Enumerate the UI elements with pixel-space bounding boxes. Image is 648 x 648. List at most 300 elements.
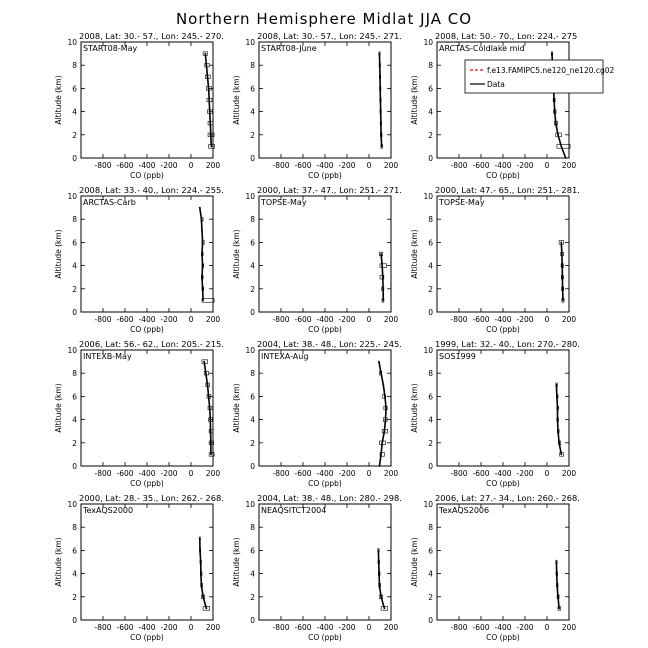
x-tick-label: -200 (338, 469, 356, 478)
profile-point (378, 561, 380, 563)
x-axis-label: CO (ppb) (130, 325, 164, 334)
x-tick-label: -600 (116, 161, 134, 170)
profile-point (384, 396, 386, 398)
x-tick-label: -400 (138, 469, 156, 478)
y-tick-label: 2 (428, 438, 433, 448)
x-tick-label: -200 (516, 161, 534, 170)
x-tick-label: -200 (160, 623, 178, 632)
profile-point (208, 396, 210, 398)
y-tick-label: 6 (72, 238, 77, 248)
profile-point (379, 76, 381, 78)
legend-label: Data (487, 80, 505, 89)
x-tick-label: 0 (366, 161, 372, 170)
y-axis-label: Altitude (km) (410, 383, 419, 433)
legend (465, 60, 615, 93)
y-tick-label: 2 (428, 284, 433, 294)
y-tick-label: 0 (428, 154, 433, 163)
chart-panel (232, 31, 402, 180)
legend-label: f.e13.FAMIPC5.ne120_ne120.cg02 (487, 66, 615, 75)
profile-point (556, 584, 558, 586)
x-tick-label: -600 (116, 315, 134, 324)
profile-point (210, 146, 212, 148)
profile-point (210, 442, 212, 444)
x-tick-label: 200 (205, 161, 221, 170)
profile-point (379, 465, 381, 467)
plot-frame (259, 196, 391, 312)
x-tick-label: -600 (294, 623, 312, 632)
y-tick-label: 2 (72, 130, 77, 140)
chart-panel (54, 339, 224, 488)
x-tick-label: 0 (366, 469, 372, 478)
y-tick-label: 0 (250, 154, 255, 163)
profile-point (206, 608, 208, 610)
profile-point (207, 76, 209, 78)
x-axis-label: CO (ppb) (308, 325, 342, 334)
profile-point (201, 584, 203, 586)
profile-point (201, 218, 203, 220)
profile-point (378, 361, 380, 363)
plot-frame (81, 350, 213, 466)
x-tick-label: -800 (94, 315, 112, 324)
profile-point (202, 265, 204, 267)
panel-header: 2008, Lat: 50.- 70., Lon: 224.- 275 (435, 31, 578, 41)
plot-frame (437, 504, 569, 620)
x-axis-label: CO (ppb) (130, 171, 164, 180)
y-axis-label: Altitude (km) (54, 537, 63, 587)
x-tick-label: -800 (272, 623, 290, 632)
y-tick-label: 4 (72, 107, 77, 117)
y-tick-label: 8 (250, 369, 255, 379)
panel-header: 2006, Lat: 27.- 34., Lon: 260.- 268. (435, 493, 580, 503)
x-tick-label: -400 (494, 315, 512, 324)
x-tick-label: -800 (272, 469, 290, 478)
profile-point (382, 276, 384, 278)
panel-header: 2008, Lat: 33.- 40., Lon: 224.- 255. (79, 185, 224, 195)
profile-point (384, 608, 386, 610)
x-tick-label: 200 (205, 623, 221, 632)
plot-frame (259, 42, 391, 158)
profile-point (554, 111, 556, 113)
x-tick-label: 200 (561, 469, 577, 478)
x-tick-label: -400 (494, 623, 512, 632)
y-axis-label: Altitude (km) (410, 229, 419, 279)
x-tick-label: -600 (472, 161, 490, 170)
x-tick-label: 200 (383, 315, 399, 324)
profile-point (199, 550, 201, 552)
x-tick-label: -400 (138, 623, 156, 632)
profile-point (379, 64, 381, 66)
profile-point (382, 300, 384, 302)
panel-header: 2008, Lat: 30.- 57., Lon: 245.- 270. (79, 31, 224, 41)
y-tick-label: 10 (245, 38, 255, 47)
y-tick-label: 6 (250, 84, 255, 94)
panel-label: INTEXA-Aug (261, 352, 309, 361)
x-tick-label: 200 (561, 315, 577, 324)
profile-point (556, 573, 558, 575)
profile-point (378, 573, 380, 575)
y-tick-label: 2 (250, 284, 255, 294)
x-tick-label: -600 (116, 623, 134, 632)
y-tick-label: 10 (67, 346, 77, 355)
profile-point (553, 99, 555, 101)
profile-point (381, 265, 383, 267)
profile-point (557, 134, 559, 136)
profile-point (384, 430, 386, 432)
y-tick-label: 10 (67, 192, 77, 201)
y-tick-label: 4 (428, 569, 433, 579)
profile-point (208, 99, 210, 101)
plot-frame (81, 504, 213, 620)
x-axis-label: CO (ppb) (308, 633, 342, 642)
x-tick-label: 0 (366, 623, 372, 632)
profile-point (380, 111, 382, 113)
y-tick-label: 2 (250, 592, 255, 602)
x-axis-label: CO (ppb) (308, 479, 342, 488)
y-tick-label: 0 (250, 308, 255, 317)
profile-point (560, 242, 562, 244)
profile-point (208, 88, 210, 90)
panel-label: NEAQSITCT2004 (261, 506, 327, 515)
x-tick-label: -400 (316, 161, 334, 170)
x-tick-label: 0 (366, 315, 372, 324)
y-tick-label: 4 (428, 415, 433, 425)
profile-point (202, 242, 204, 244)
y-tick-label: 2 (428, 592, 433, 602)
profile-point (561, 265, 563, 267)
x-tick-label: -400 (316, 315, 334, 324)
profile-point (379, 584, 381, 586)
x-tick-label: 0 (188, 315, 194, 324)
y-tick-label: 4 (250, 107, 255, 117)
profile-point (203, 361, 205, 363)
x-tick-label: 200 (561, 623, 577, 632)
profile-line (379, 362, 386, 466)
panel-label: INTEXB-May (83, 352, 132, 361)
y-tick-label: 4 (72, 261, 77, 271)
x-tick-label: -400 (138, 161, 156, 170)
profile-line (561, 242, 563, 300)
profile-point (377, 550, 379, 552)
profile-point (380, 122, 382, 124)
y-tick-label: 4 (72, 569, 77, 579)
x-tick-label: -600 (294, 315, 312, 324)
profile-point (201, 253, 203, 255)
profile-point (207, 384, 209, 386)
x-tick-label: 0 (544, 623, 550, 632)
profile-point (209, 122, 211, 124)
y-tick-label: 0 (72, 154, 77, 163)
y-axis-label: Altitude (km) (54, 383, 63, 433)
x-axis-label: CO (ppb) (486, 325, 520, 334)
x-tick-label: 200 (205, 469, 221, 478)
profile-point (381, 442, 383, 444)
x-tick-label: 0 (188, 623, 194, 632)
y-tick-label: 6 (250, 546, 255, 556)
y-tick-label: 8 (250, 61, 255, 71)
x-tick-label: -400 (494, 161, 512, 170)
plot-frame (81, 196, 213, 312)
profile-point (385, 407, 387, 409)
x-tick-label: -600 (472, 469, 490, 478)
x-axis-label: CO (ppb) (308, 171, 342, 180)
x-tick-label: -200 (160, 161, 178, 170)
x-tick-label: -600 (294, 161, 312, 170)
profile-point (557, 596, 559, 598)
profile-point (200, 561, 202, 563)
chart-panel (54, 185, 224, 334)
profile-point (555, 122, 557, 124)
y-tick-label: 0 (72, 462, 77, 471)
x-tick-label: -200 (160, 469, 178, 478)
y-tick-label: 8 (250, 523, 255, 533)
profile-point (210, 454, 212, 456)
profile-point (209, 419, 211, 421)
panel-label: ARCTAS-Carb (83, 198, 136, 207)
panels (54, 31, 580, 642)
plot-frame (437, 196, 569, 312)
profile-point (558, 608, 560, 610)
x-tick-label: -600 (472, 623, 490, 632)
y-tick-label: 10 (245, 346, 255, 355)
panel-header: 2006, Lat: 56.- 62., Lon: 205.- 215. (79, 339, 224, 349)
panel-header: 2000, Lat: 37.- 47., Lon: 251.- 271. (257, 185, 402, 195)
y-tick-label: 0 (428, 308, 433, 317)
y-tick-label: 8 (428, 523, 433, 533)
x-tick-label: -200 (516, 315, 534, 324)
y-tick-label: 8 (72, 523, 77, 533)
profile-point (204, 53, 206, 55)
y-tick-label: 6 (428, 546, 433, 556)
y-tick-label: 6 (250, 392, 255, 402)
x-tick-label: -200 (160, 315, 178, 324)
y-tick-label: 10 (423, 346, 433, 355)
profile-point (380, 372, 382, 374)
plot-frame (259, 504, 391, 620)
y-tick-label: 0 (428, 616, 433, 625)
profile-point (555, 561, 557, 563)
x-tick-label: 0 (544, 161, 550, 170)
profile-point (560, 146, 562, 148)
x-tick-label: -200 (338, 315, 356, 324)
y-tick-label: 6 (72, 84, 77, 94)
y-tick-label: 2 (72, 284, 77, 294)
panel-label: TexAQS2000 (83, 506, 134, 515)
y-tick-label: 4 (72, 415, 77, 425)
panel-header: 1999, Lat: 32.- 40., Lon: 270.- 280. (435, 339, 580, 349)
profile-point (382, 384, 384, 386)
plot-frame (259, 350, 391, 466)
chart-panel (410, 493, 580, 642)
x-tick-label: -400 (316, 469, 334, 478)
x-tick-label: -800 (450, 469, 468, 478)
data-box (557, 145, 570, 149)
profile-point (381, 146, 383, 148)
x-axis-label: CO (ppb) (130, 633, 164, 642)
y-tick-label: 8 (72, 215, 77, 225)
y-tick-label: 10 (423, 192, 433, 201)
x-tick-label: -800 (94, 469, 112, 478)
y-tick-label: 2 (72, 592, 77, 602)
x-tick-label: 0 (188, 469, 194, 478)
panel-label: SOS1999 (439, 352, 476, 361)
y-tick-label: 10 (67, 500, 77, 509)
profile-point (199, 538, 201, 540)
panel-header: 2000, Lat: 28.- 35., Lon: 262.- 268. (79, 493, 224, 503)
x-tick-label: -200 (338, 161, 356, 170)
x-tick-label: -800 (272, 315, 290, 324)
panel-label: TOPSE-May (439, 198, 485, 207)
x-tick-label: -800 (272, 161, 290, 170)
y-tick-label: 8 (72, 369, 77, 379)
panel-label: ARCTAS-Coldlake mid (439, 44, 525, 53)
y-tick-label: 8 (428, 215, 433, 225)
y-tick-label: 2 (250, 438, 255, 448)
y-tick-label: 8 (428, 61, 433, 71)
y-tick-label: 2 (72, 438, 77, 448)
y-tick-label: 4 (250, 415, 255, 425)
y-tick-label: 4 (428, 261, 433, 271)
panel-header: 2008, Lat: 30.- 57., Lon: 245.- 271. (257, 31, 402, 41)
y-tick-label: 4 (250, 261, 255, 271)
x-tick-label: -800 (450, 623, 468, 632)
x-tick-label: 200 (383, 623, 399, 632)
profile-point (562, 288, 564, 290)
profile-point (380, 99, 382, 101)
chart-panel (232, 493, 402, 642)
profile-point (199, 207, 201, 209)
x-tick-label: -200 (338, 623, 356, 632)
y-tick-label: 0 (250, 616, 255, 625)
profile-point (201, 230, 203, 232)
chart-panel (410, 339, 580, 488)
profile-point (380, 454, 382, 456)
y-tick-label: 10 (423, 38, 433, 47)
x-tick-label: 200 (561, 161, 577, 170)
profile-point (202, 288, 204, 290)
x-axis-label: CO (ppb) (130, 479, 164, 488)
chart-panel (410, 185, 580, 334)
x-tick-label: -400 (494, 469, 512, 478)
y-tick-label: 10 (67, 38, 77, 47)
profile-line (378, 550, 384, 608)
x-tick-label: -400 (138, 315, 156, 324)
profile-point (202, 300, 204, 302)
y-tick-label: 10 (423, 500, 433, 509)
y-axis-label: Altitude (km) (54, 229, 63, 279)
plot-frame (437, 350, 569, 466)
plot-frame (81, 42, 213, 158)
x-axis-label: CO (ppb) (486, 633, 520, 642)
y-axis-label: Altitude (km) (232, 537, 241, 587)
y-tick-label: 4 (250, 569, 255, 579)
x-tick-label: -600 (472, 315, 490, 324)
y-tick-label: 6 (250, 238, 255, 248)
panel-header: 2000, Lat: 47.- 65., Lon: 251.- 281. (435, 185, 580, 195)
x-tick-label: -200 (516, 623, 534, 632)
y-tick-label: 4 (428, 107, 433, 117)
y-tick-label: 0 (428, 462, 433, 471)
y-tick-label: 0 (250, 462, 255, 471)
legend-box (465, 60, 603, 93)
profile-point (382, 288, 384, 290)
y-tick-label: 6 (428, 84, 433, 94)
x-tick-label: 200 (383, 161, 399, 170)
profile-point (379, 88, 381, 90)
x-tick-label: 0 (544, 315, 550, 324)
figure-title: Northern Hemisphere Midlat JJA CO (175, 10, 473, 28)
profile-point (209, 111, 211, 113)
profile-point (380, 134, 382, 136)
profile-point (210, 430, 212, 432)
panel-label: START08-June (261, 44, 317, 53)
profile-point (562, 276, 564, 278)
y-axis-label: Altitude (km) (232, 75, 241, 125)
profile-point (557, 419, 559, 421)
y-axis-label: Altitude (km) (232, 383, 241, 433)
profile-point (210, 134, 212, 136)
profile-point (561, 253, 563, 255)
profile-point (557, 407, 559, 409)
chart-panel (232, 185, 402, 334)
x-axis-label: CO (ppb) (486, 479, 520, 488)
y-tick-label: 6 (428, 392, 433, 402)
x-tick-label: -600 (116, 469, 134, 478)
y-tick-label: 8 (250, 215, 255, 225)
y-axis-label: Altitude (km) (410, 537, 419, 587)
profile-point (202, 596, 204, 598)
x-tick-label: -600 (294, 469, 312, 478)
y-tick-label: 8 (72, 61, 77, 71)
x-tick-label: -800 (94, 623, 112, 632)
profile-point (556, 396, 558, 398)
x-tick-label: 0 (188, 161, 194, 170)
x-tick-label: -800 (450, 161, 468, 170)
profile-point (558, 442, 560, 444)
y-axis-label: Altitude (km) (410, 75, 419, 125)
panel-label: START08-May (83, 44, 138, 53)
x-tick-label: -800 (94, 161, 112, 170)
chart-panel (232, 339, 402, 488)
y-tick-label: 2 (428, 130, 433, 140)
profile-point (379, 53, 381, 55)
x-tick-label: 0 (544, 469, 550, 478)
chart-panel (410, 31, 577, 180)
profile-point (551, 53, 553, 55)
profile-point (201, 276, 203, 278)
profile-point (205, 372, 207, 374)
profile-point (557, 430, 559, 432)
x-tick-label: -800 (450, 315, 468, 324)
plot-frame (437, 42, 569, 158)
y-tick-label: 8 (428, 369, 433, 379)
y-tick-label: 0 (72, 308, 77, 317)
y-tick-label: 6 (72, 546, 77, 556)
x-tick-label: -400 (316, 623, 334, 632)
panel-label: TOPSE-May (261, 198, 307, 207)
profile-point (380, 253, 382, 255)
y-tick-label: 6 (72, 392, 77, 402)
panel-label: TexAQS2006 (439, 506, 490, 515)
x-tick-label: 200 (383, 469, 399, 478)
x-tick-label: -200 (516, 469, 534, 478)
profile-point (206, 64, 208, 66)
profile-point (385, 419, 387, 421)
y-tick-label: 2 (250, 130, 255, 140)
panel-header: 2004, Lat: 38.- 48., Lon: 280.- 298. (257, 493, 402, 503)
profile-point (555, 384, 557, 386)
profile-point (560, 454, 562, 456)
chart-panel (54, 31, 224, 180)
